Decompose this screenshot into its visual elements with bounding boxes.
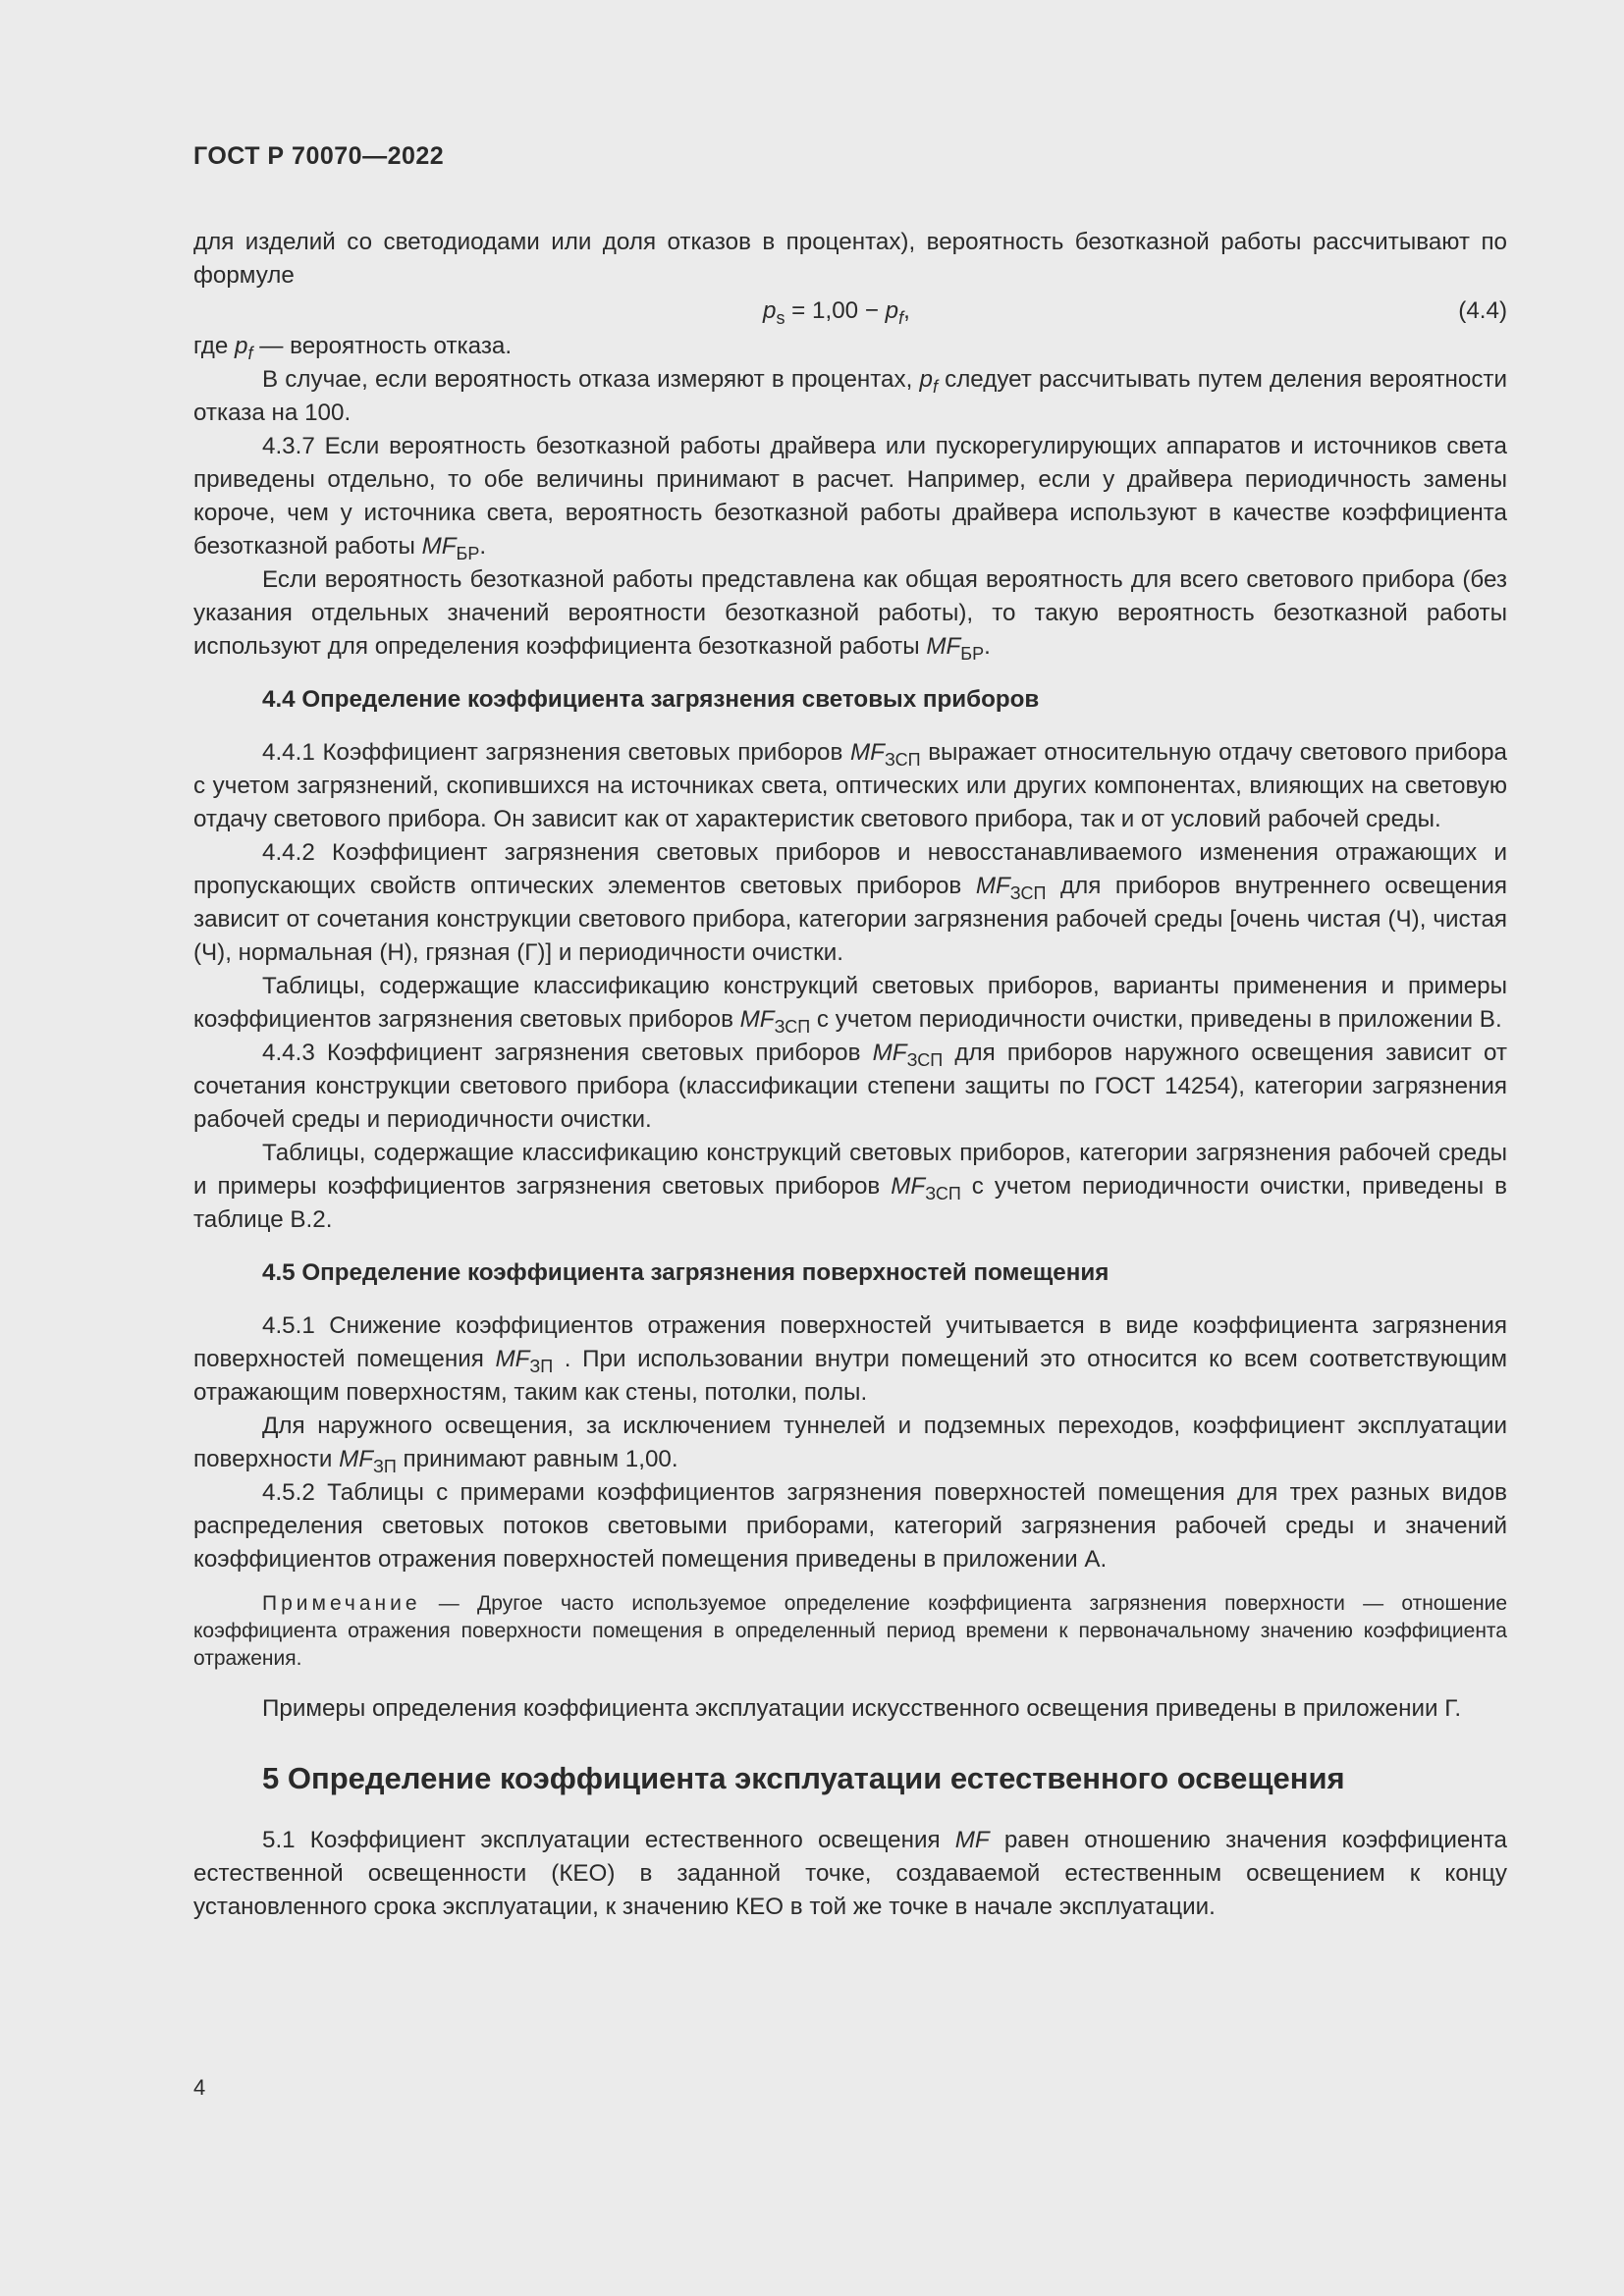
paragraph-intro: для изделий со светодиодами или доля отказов в процентах), вероятность безотказной работы рассчитывают по формуле [193, 229, 1507, 289]
heading-5: 5 Определение коэффициента эксплуатации естественного освещения [262, 1761, 1345, 1795]
paragraph-4-3-7: 4.3.7 Если вероятность безотказной работы драйвера или пускорегулирующих аппаратов и источников света приведены отдельно, то обе величины принимают в расчет. Например, если у драйвера периодичность замены короче, чем у источника света, вероятность безотказной работы драйвера используют в качестве коэффициента безотказной работы $MF_{БР}$. [193, 433, 1507, 563]
document-header: ГОСТ Р 70070—2022 [193, 142, 445, 170]
formula-expression: $p_s = 1,00 - p_f$, [763, 297, 910, 328]
paragraph-examples: Примеры определения коэффициента эксплуатации искусственного освещения приведены в приложении Г. [262, 1695, 1462, 1722]
paragraph-4-4-3: 4.4.3 Коэффициент загрязнения световых приборов $MF_{ЗСП}$ для приборов наружного освещения зависит от сочетания конструкции светового прибора (классификации степени защиты по ГОСТ 14254), категории загрязнения рабочей среды и периодичности очистки. [193, 1040, 1507, 1133]
paragraph-5-1: 5.1 Коэффициент эксплуатации естественного освещения MF равен отношению значения коэффициента естественной освещенности (КЕО) в заданной точке, создаваемой естественным освещением к концу установленного срока эксплуатации, к значению КЕО в той же точке в начале эксплуатации. [193, 1827, 1508, 1920]
paragraph-where: где $p_f$ — вероятность отказа. [193, 333, 513, 363]
paragraph-4-4-3-b: Таблицы, содержащие классификацию конструкций световых приборов, категории загрязнения рабочей среды и примеры коэффициентов загрязнения световых приборов $MF_{ЗСП}$ с учетом периодичности очистки, приведены в таблице В.2. [193, 1140, 1507, 1233]
paragraph-4-5-2: 4.5.2 Таблицы с примерами коэффициентов загрязнения поверхностей помещения для трех разных видов распределения световых потоков световыми приборами, категорий загрязнения рабочей среды и значений коэффициентов отражения поверхностей помещения приведены в приложении А. [193, 1479, 1507, 1573]
note-text: — Другое часто используемое определение коэффициента загрязнения поверхности — отношение коэффициента отражения поверхности помещения в определенный период времени к первоначальному значению коэффициента отражения. [193, 1592, 1507, 1670]
paragraph-4-5-1-b: Для наружного освещения, за исключением туннелей и подземных переходов, коэффициент эксплуатации поверхности $MF_{ЗП}$ принимают равным 1,00. [193, 1413, 1507, 1476]
paragraph-4-4-1: 4.4.1 Коэффициент загрязнения световых приборов $MF_{ЗСП}$ выражает относительную отдачу светового прибора с учетом загрязнений, скопившихся на источниках света, оптических или других компонентах, влияющих на световую отдачу светового прибора. Он зависит как от характеристик светового прибора, так и от условий рабочей среды. [193, 739, 1507, 832]
paragraph-4-4-2-b: Таблицы, содержащие классификацию конструкций световых приборов, варианты применения и примеры коэффициентов загрязнения световых приборов $MF_{ЗСП}$ с учетом периодичности очистки, приведены в приложении В. [193, 973, 1507, 1037]
note [193, 1590, 1507, 1673]
paragraph-4-4-2: 4.4.2 Коэффициент загрязнения световых приборов и невосстанавливаемого изменения отражающих и пропускающих свойств оптических элементов световых приборов $MF_{ЗСП}$ для приборов внутреннего освещения зависит от сочетания конструкции светового прибора, категории загрязнения рабочей среды [очень чистая (Ч), чистая (Ч), нормальная (Н), грязная (Г)] и периодичности очистки. [193, 839, 1508, 966]
document-page [193, 142, 1507, 1924]
page-number: 4 [193, 2075, 206, 2100]
heading-4-5: 4.5 Определение коэффициента загрязнения поверхностей помещения [262, 1259, 1110, 1286]
note-label: Примечание [262, 1592, 421, 1615]
formula-number: (4.4) [1458, 297, 1507, 324]
paragraph-percent: В случае, если вероятность отказа измеряют в процентах, $p_f$ следует рассчитывать путем деления вероятности отказа на 100. [193, 366, 1508, 426]
formula-4-4 [193, 294, 1507, 328]
paragraph-4-5-1: 4.5.1 Снижение коэффициентов отражения поверхностей учитывается в виде коэффициента загрязнения поверхностей помещения $MF_{ЗП}$ . При использовании внутри помещений это относится ко всем соответствующим отражающим поверхностям, таким как стены, потолки, полы. [193, 1312, 1507, 1406]
heading-4-4: 4.4 Определение коэффициента загрязнения световых приборов [262, 686, 1040, 713]
paragraph-4-3-7-b: Если вероятность безотказной работы представлена как общая вероятность для всего светового прибора (без указания отдельных значений вероятности безотказной работы), то такую вероятность безотказной работы используют для определения коэффициента безотказной работы $MF_{БР}$. [193, 566, 1507, 664]
